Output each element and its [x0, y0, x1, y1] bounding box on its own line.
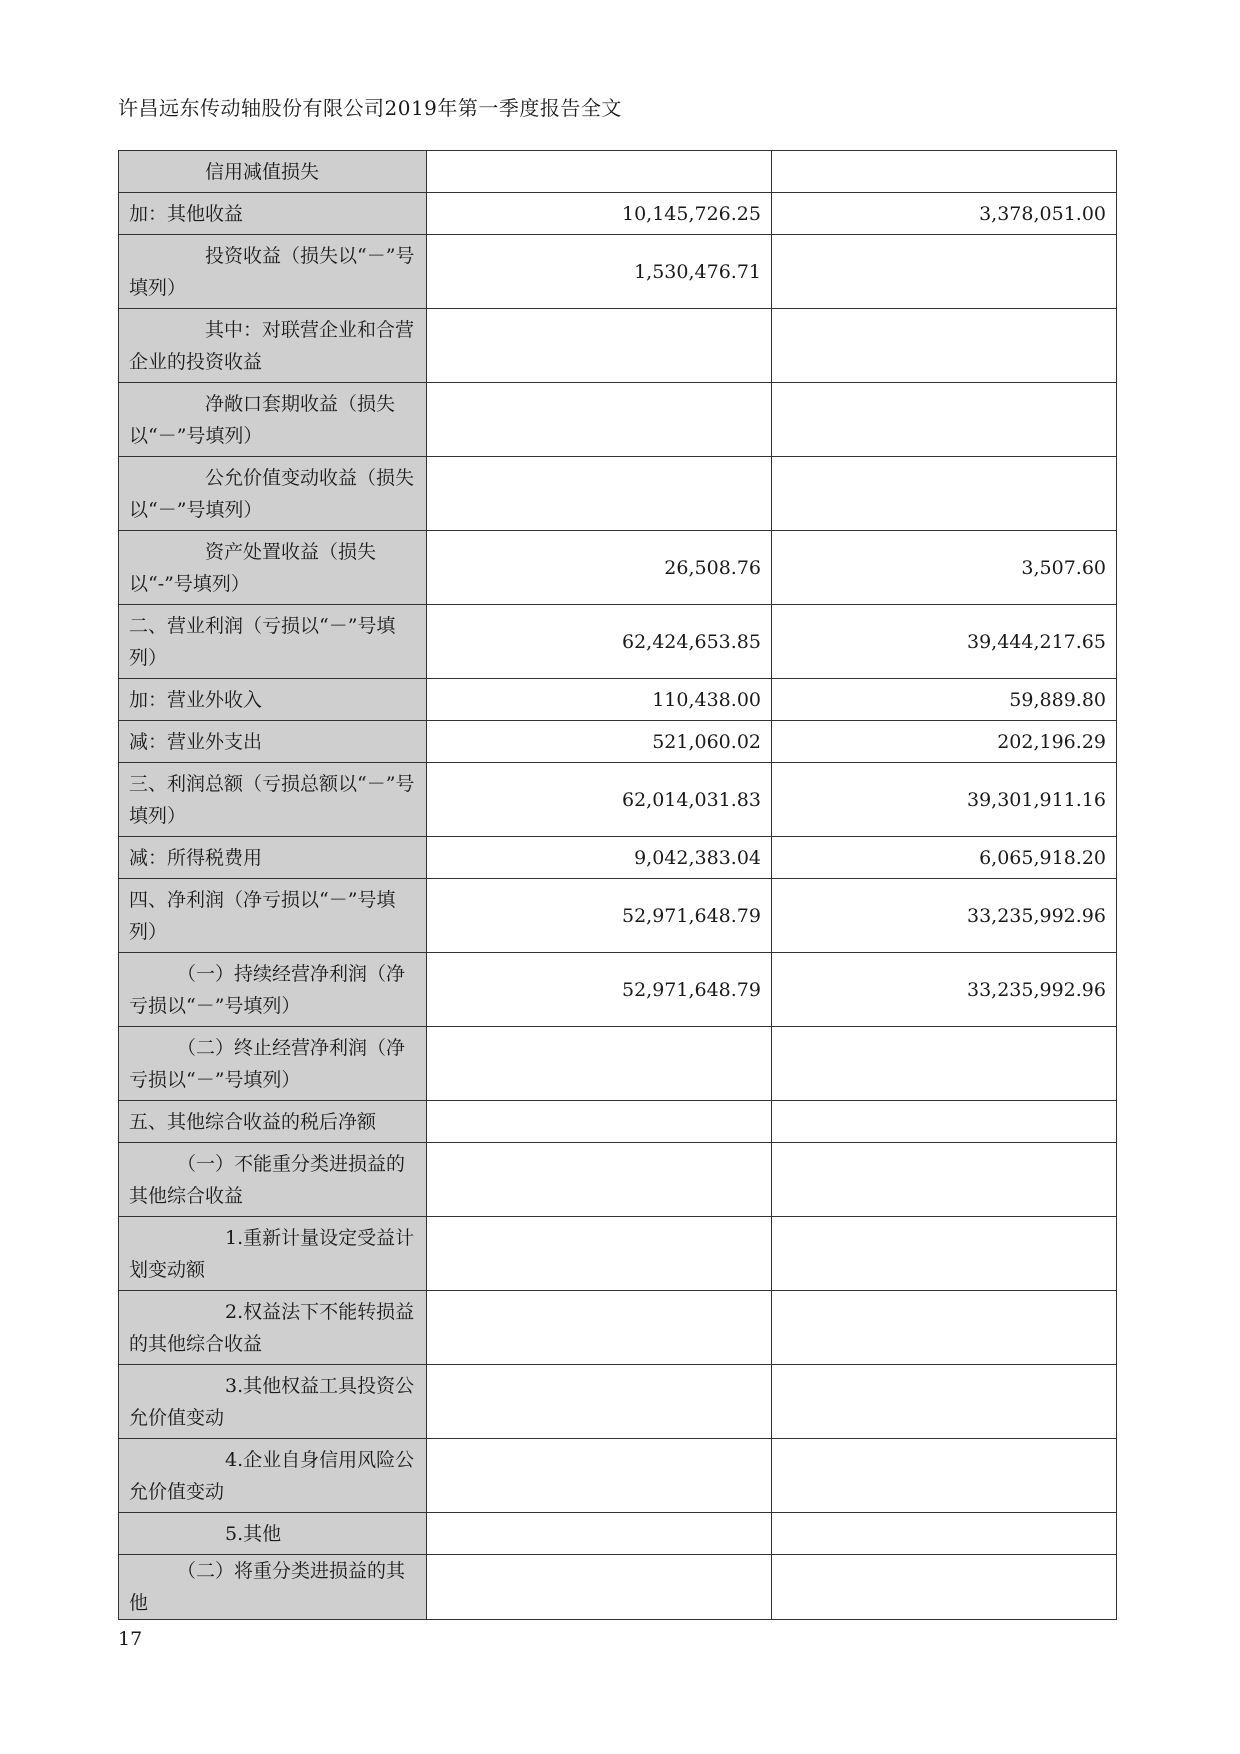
row-label: 减：所得税费用 [119, 837, 427, 879]
row-label: 五、其他综合收益的税后净额 [119, 1101, 427, 1143]
row-label: 4.企业自身信用风险公允价值变动 [119, 1439, 427, 1513]
current-period-value [427, 1291, 772, 1365]
table-row [119, 879, 1117, 953]
table-row [119, 721, 1117, 763]
previous-period-value [772, 235, 1117, 309]
previous-period-value [772, 1101, 1117, 1143]
table-row [119, 605, 1117, 679]
previous-period-value [772, 1513, 1117, 1555]
row-label: 5.其他 [119, 1513, 427, 1555]
table-row [119, 1143, 1117, 1217]
current-period-value: 62,424,653.85 [427, 605, 772, 679]
previous-period-value [772, 309, 1117, 383]
row-label: 其中：对联营企业和合营企业的投资收益 [119, 309, 427, 383]
table-row [119, 457, 1117, 531]
table-row [119, 193, 1117, 235]
previous-period-value: 33,235,992.96 [772, 953, 1117, 1027]
current-period-value [427, 1143, 772, 1217]
current-period-value [427, 1027, 772, 1101]
previous-period-value: 3,378,051.00 [772, 193, 1117, 235]
previous-period-value [772, 1365, 1117, 1439]
table-row [119, 235, 1117, 309]
current-period-value [427, 1365, 772, 1439]
current-period-value: 110,438.00 [427, 679, 772, 721]
previous-period-value [772, 1439, 1117, 1513]
previous-period-value [772, 1291, 1117, 1365]
table-row [119, 953, 1117, 1027]
current-period-value: 521,060.02 [427, 721, 772, 763]
row-label: 公允价值变动收益（损失以“－”号填列） [119, 457, 427, 531]
current-period-value [427, 1439, 772, 1513]
current-period-value: 1,530,476.71 [427, 235, 772, 309]
previous-period-value: 33,235,992.96 [772, 879, 1117, 953]
table-row [119, 1217, 1117, 1291]
previous-period-value: 39,301,911.16 [772, 763, 1117, 837]
previous-period-value [772, 1217, 1117, 1291]
current-period-value [427, 1217, 772, 1291]
table-row [119, 1513, 1117, 1555]
previous-period-value: 202,196.29 [772, 721, 1117, 763]
previous-period-value [772, 1555, 1117, 1620]
table-row [119, 151, 1117, 193]
previous-period-value [772, 1143, 1117, 1217]
income-statement-table [118, 150, 1117, 1620]
row-label: 减：营业外支出 [119, 721, 427, 763]
table-body [119, 151, 1117, 1620]
table-row [119, 531, 1117, 605]
current-period-value [427, 309, 772, 383]
table-row [119, 1555, 1117, 1620]
row-label: （一）持续经营净利润（净亏损以“－”号填列） [119, 953, 427, 1027]
previous-period-value [772, 151, 1117, 193]
row-label: 加：营业外收入 [119, 679, 427, 721]
row-label: 四、净利润（净亏损以“－”号填列） [119, 879, 427, 953]
previous-period-value: 39,444,217.65 [772, 605, 1117, 679]
row-label: 1.重新计量设定受益计划变动额 [119, 1217, 427, 1291]
current-period-value [427, 1513, 772, 1555]
previous-period-value: 6,065,918.20 [772, 837, 1117, 879]
table-row [119, 309, 1117, 383]
row-label: 三、利润总额（亏损总额以“－”号填列） [119, 763, 427, 837]
table-row [119, 763, 1117, 837]
row-label: （二）终止经营净利润（净亏损以“－”号填列） [119, 1027, 427, 1101]
row-label: 3.其他权益工具投资公允价值变动 [119, 1365, 427, 1439]
row-label: 资产处置收益（损失以“-”号填列） [119, 531, 427, 605]
table-row [119, 1439, 1117, 1513]
table-row [119, 1365, 1117, 1439]
current-period-value: 52,971,648.79 [427, 879, 772, 953]
page-header: 许昌远东传动轴股份有限公司2019年第一季度报告全文 [118, 96, 622, 120]
row-label: 二、营业利润（亏损以“－”号填列） [119, 605, 427, 679]
row-label: 2.权益法下不能转损益的其他综合收益 [119, 1291, 427, 1365]
row-label: 信用减值损失 [119, 151, 427, 193]
table-row [119, 679, 1117, 721]
current-period-value [427, 151, 772, 193]
previous-period-value [772, 1027, 1117, 1101]
current-period-value: 52,971,648.79 [427, 953, 772, 1027]
table-row [119, 1101, 1117, 1143]
row-label: （一）不能重分类进损益的其他综合收益 [119, 1143, 427, 1217]
current-period-value: 26,508.76 [427, 531, 772, 605]
previous-period-value [772, 383, 1117, 457]
row-label: 加：其他收益 [119, 193, 427, 235]
previous-period-value: 59,889.80 [772, 679, 1117, 721]
page-number: 17 [118, 1628, 143, 1650]
current-period-value: 10,145,726.25 [427, 193, 772, 235]
table-row [119, 383, 1117, 457]
row-label: （二）将重分类进损益的其他 [119, 1555, 427, 1620]
previous-period-value: 3,507.60 [772, 531, 1117, 605]
row-label: 投资收益（损失以“－”号填列） [119, 235, 427, 309]
table-row [119, 1291, 1117, 1365]
current-period-value [427, 1555, 772, 1620]
previous-period-value [772, 457, 1117, 531]
current-period-value [427, 383, 772, 457]
table-row [119, 1027, 1117, 1101]
table-row [119, 837, 1117, 879]
current-period-value [427, 1101, 772, 1143]
current-period-value: 9,042,383.04 [427, 837, 772, 879]
current-period-value: 62,014,031.83 [427, 763, 772, 837]
current-period-value [427, 457, 772, 531]
row-label: 净敞口套期收益（损失以“－”号填列） [119, 383, 427, 457]
